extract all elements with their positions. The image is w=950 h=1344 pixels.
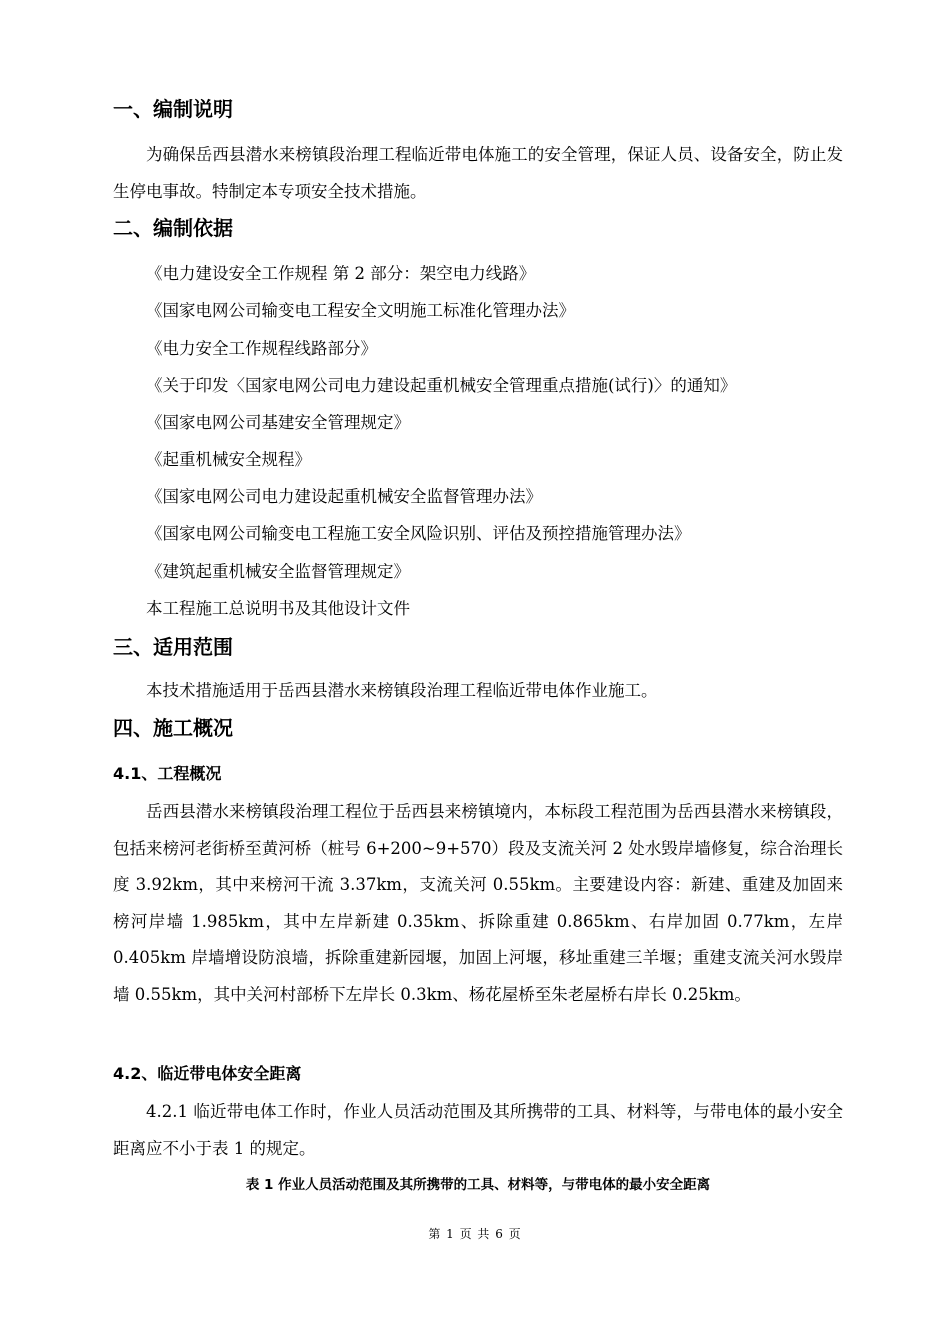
subsection-heading-4-2: 4.2、临近带电体安全距离 [113, 1064, 302, 1083]
table-caption: 表 1 作业人员活动范围及其所携带的工具、材料等，与带电体的最小安全距离 [245, 1177, 711, 1193]
reference-item: 《国家电网公司输变电工程施工安全风险识别、评估及预控措施管理办法》 [146, 524, 691, 543]
reference-item: 《国家电网公司基建安全管理规定》 [146, 413, 410, 432]
subsection-4-1-body: 岳西县潜水来榜镇段治理工程位于岳西县来榜镇境内，本标段工程范围为岳西县潜水来榜镇段，包括来榜河老街桥至黄河桥（桩号 6+200~9+570）段及支流关河 2 处水毁岸墙修复，综合治理长度 3.92km，其中来榜河干流 3.37km，支流关河 0.55km。主要建设内容：新建、重建及加固来榜河岸墙 1.985km，其中左岸新建 0.35km、拆除重建 0.865km、右岸加固 0.77km，左岸 0.405km 岸墙增设防浪墙，拆除重建新园堰，加固上河堰，移址重建三羊堰；重建支流关河水毁岸墙 0.55km，其中关河村部桥下左岸长 0.3km、杨花屋桥至朱老屋桥右岸长 0.25km。 [113, 802, 843, 1004]
reference-item: 《起重机械安全规程》 [146, 450, 311, 469]
reference-item: 《国家电网公司电力建设起重机械安全监督管理办法》 [146, 487, 542, 506]
section-3-body: 本技术措施适用于岳西县潜水来榜镇段治理工程临近带电体作业施工。 [146, 681, 658, 700]
section-heading-1: 一、编制说明 [113, 97, 233, 121]
reference-item: 《关于印发〈国家电网公司电力建设起重机械安全管理重点措施(试行)〉的通知》 [146, 376, 737, 395]
reference-item: 《国家电网公司输变电工程安全文明施工标准化管理办法》 [146, 301, 575, 320]
section-heading-2: 二、编制依据 [113, 216, 233, 240]
reference-item: 《建筑起重机械安全监督管理规定》 [146, 562, 410, 581]
reference-item: 《电力安全工作规程线路部分》 [146, 339, 377, 358]
subsection-4-2-body: 4.2.1 临近带电体工作时，作业人员活动范围及其所携带的工具、材料等，与带电体的最小安全距离应不小于表 1 的规定。 [113, 1102, 843, 1158]
section-1-body: 为确保岳西县潜水来榜镇段治理工程临近带电体施工的安全管理，保证人员、设备安全，防止发生停电事故。特制定本专项安全技术措施。 [113, 145, 843, 201]
section-heading-3: 三、适用范围 [113, 635, 233, 659]
page-footer: 第 1 页 共 6 页 [428, 1227, 522, 1241]
subsection-heading-4-1: 4.1、工程概况 [113, 764, 222, 783]
section-heading-4: 四、施工概况 [113, 716, 233, 740]
reference-item: 《电力建设安全工作规程 第 2 部分：架空电力线路》 [146, 264, 536, 283]
reference-item: 本工程施工总说明书及其他设计文件 [146, 599, 410, 618]
